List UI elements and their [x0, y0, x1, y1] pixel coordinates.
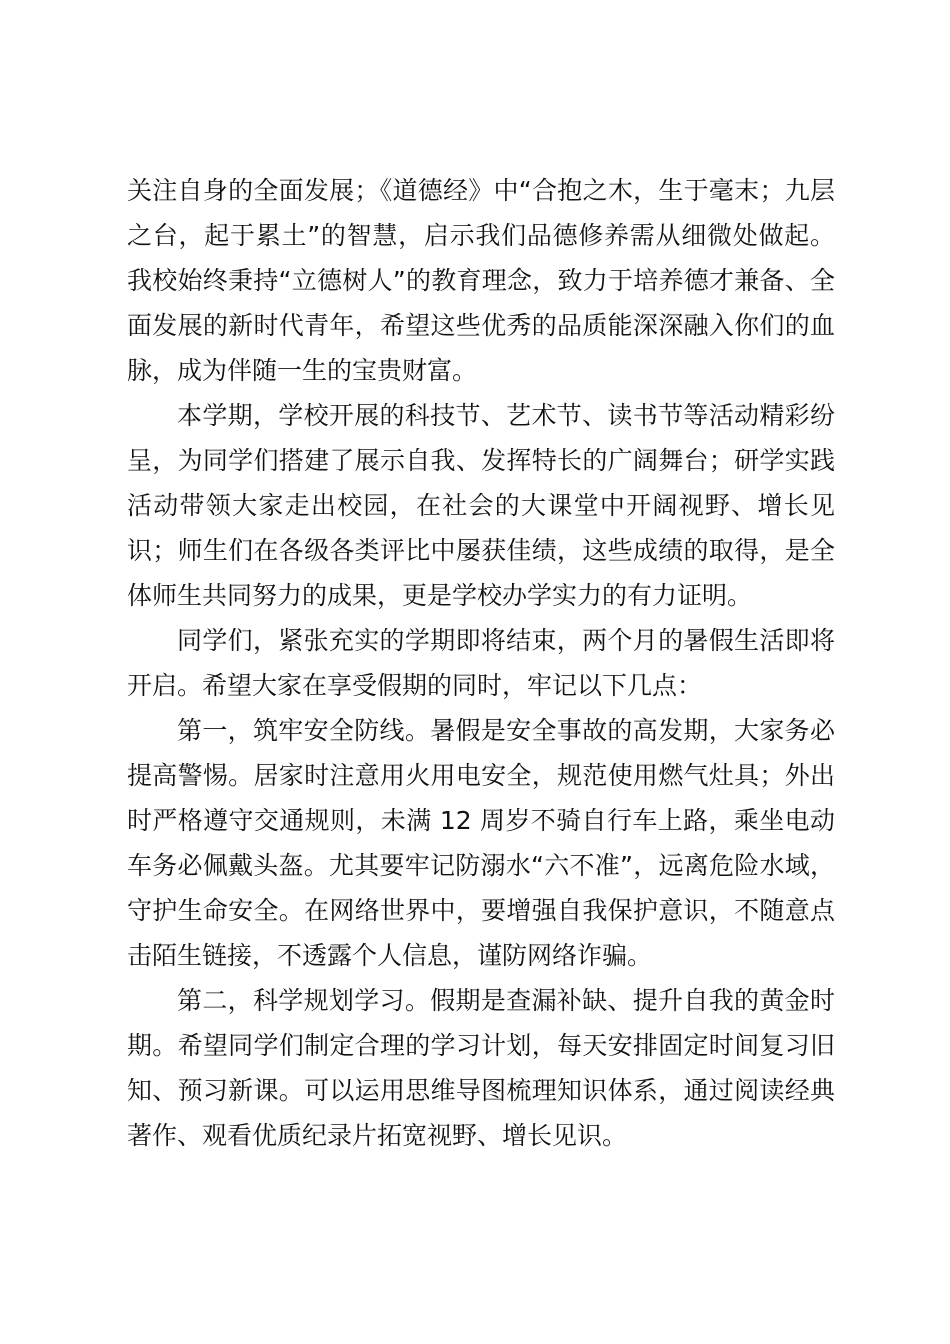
paragraph-2: 本学期，学校开展的科技节、艺术节、读书节等活动精彩纷呈，为同学们搭建了展示自我、发挥特长的广阔舞台；研学实践活动带领大家走出校园，在社会的大课堂中开阔视野、增长见识；师生们在各级各类评比中屡获佳绩，这些成绩的取得，是全体师生共同努力的成果，更是学校办学实力的有力证明。: [127, 401, 835, 610]
paragraph-4: 第一，筑牢安全防线。暑假是安全事故的高发期，大家务必提高警惕。居家时注意用火用电安全，规范使用燃气灶具；外出时严格遵守交通规则，未满 12 周岁不骑自行车上路，乘坐电动车务必佩戴头盔。尤其要牢记防溺水“六不准”，远离危险水域，守护生命安全。在网络世界中，要增强自我保护意识，不随意点击陌生链接，不透露个人信息，谨防网络诈骗。: [127, 716, 835, 970]
document-body: [127, 168, 835, 1158]
paragraph-5: 第二，科学规划学习。假期是查漏补缺、提升自我的黄金时期。希望同学们制定合理的学习计划，每天安排固定时间复习旧知、预习新课。可以运用思维导图梳理知识体系，通过阅读经典著作、观看优质纪录片拓宽视野、增长见识。: [127, 986, 835, 1150]
paragraph-1: 关注自身的全面发展；《道德经》中“合抱之木，生于毫末；九层之台，起于累土”的智慧，启示我们品德修养需从细微处做起。我校始终秉持“立德树人”的教育理念，致力于培养德才兼备、全面发展的新时代青年，希望这些优秀的品质能深深融入你们的血脉，成为伴随一生的宝贵财富。: [127, 176, 835, 385]
paragraph-3: 同学们，紧张充实的学期即将结束，两个月的暑假生活即将开启。希望大家在享受假期的同时，牢记以下几点：: [127, 626, 835, 700]
